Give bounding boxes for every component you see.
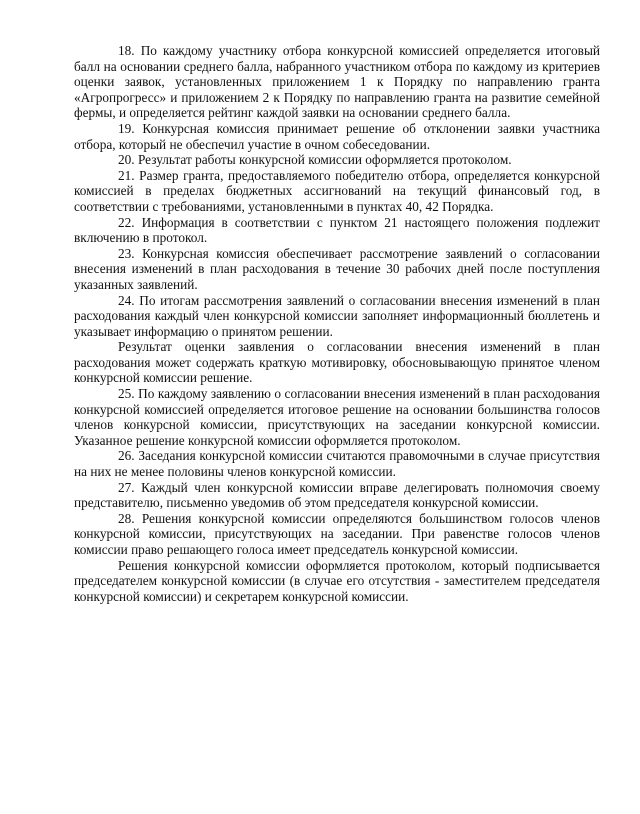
- paragraph-28-continuation: Решения конкурсной комиссии оформляется протоколом, который подписывается председателем конкурсной комиссии (в случае его отсутствия - заместителем председателя конкурсной комиссии) и секретарем конкурсной комиссии.: [74, 557, 600, 604]
- paragraph-26: 26. Заседания конкурсной комиссии считаются правомочными в случае присутствия на них не менее половины членов конкурсной комиссии.: [74, 448, 600, 480]
- paragraph-27: 27. Каждый член конкурсной комиссии вправе делегировать полномочия своему представителю, письменно уведомив об этом председателя конкурсной комиссии.: [74, 479, 600, 511]
- paragraph-19: 19. Конкурсная комиссия принимает решение об отклонении заявки участника отбора, который не обеспечил участие в очном собеседовании.: [74, 120, 600, 152]
- paragraph-21: 21. Размер гранта, предоставляемого победителю отбора, определяется конкурсной комиссией в пределах бюджетных ассигнований на текущий финансовый год, в соответствии с требованиями, установленными в пунктах 40, 42 Порядка.: [74, 167, 600, 214]
- paragraph-28: 28. Решения конкурсной комиссии определяются большинством голосов членов конкурсной комиссии, присутствующих на заседании. При равенстве голосов членов комиссии право решающего голоса имеет председатель конкурсной комиссии.: [74, 510, 600, 557]
- paragraph-20: 20. Результат работы конкурсной комиссии оформляется протоколом.: [118, 152, 512, 168]
- paragraph-24-continuation: Результат оценки заявления о согласовании внесения изменений в план расходования может содержать краткую мотивировку, обосновывающую принятое членом конкурсной комиссии решение.: [74, 339, 600, 386]
- paragraph-24: 24. По итогам рассмотрения заявлений о согласовании внесения изменений в план расходования каждый член конкурсной комиссии заполняет информационный бюллетень и указывает информацию о принятом решении.: [74, 292, 600, 339]
- paragraph-18: 18. По каждому участнику отбора конкурсной комиссией определяется итоговый балл на основании среднего балла, набранного участником отбора по каждому из критериев оценки заявок, установленных приложением 1 к Порядку по направлению гранта «Агропрогресс» и приложением 2 к Порядку по направлению гранта на развитие семейной фермы, и определяется рейтинг каждой заявки на основании среднего балла.: [74, 43, 600, 121]
- paragraph-22: 22. Информация в соответствии с пунктом 21 настоящего положения подлежит включению в протокол.: [74, 214, 600, 246]
- paragraph-25: 25. По каждому заявлению о согласовании внесения изменений в план расходования конкурсной комиссией определяется итоговое решение на основании большинства голосов членов конкурсной комиссии, присутствующих на заседании конкурсной комиссии. Указанное решение конкурсной комиссии оформляется протоколом.: [74, 386, 600, 448]
- document-body: [74, 43, 600, 604]
- paragraph-23: 23. Конкурсная комиссия обеспечивает рассмотрение заявлений о согласовании внесения изменений в план расходования в течение 30 рабочих дней после поступления указанных заявлений.: [74, 245, 600, 292]
